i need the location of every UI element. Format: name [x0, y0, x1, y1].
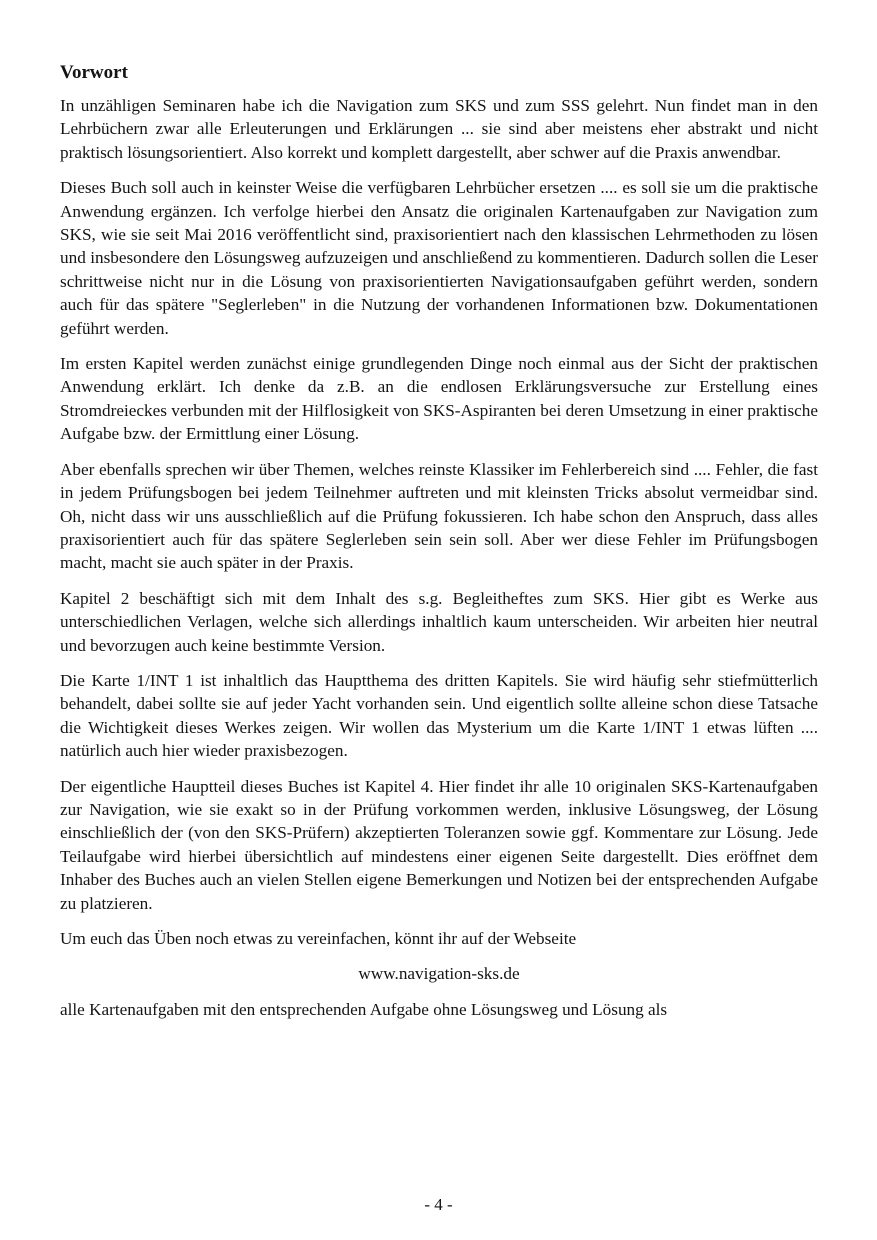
paragraph-common-errors: Aber ebenfalls sprechen wir über Themen, welches reinste Klassiker im Fehlerbereich sind .... Fehler, die fast in jedem Prüfungsbogen bei jedem Teilnehmer auftreten und mit kleinsten Tricks absolut vermeidbar sind. Oh, nicht dass wir uns ausschließlich auf die Prüfung fokussieren. Ich habe schon den Anspruch, dass alles praxisorientiert auch für das spätere Seglerleben sein sein soll. Aber wer diese Fehler im Prüfungsbogen macht, macht sie auch später in der Praxis.	[60, 459, 818, 573]
paragraph-chapter-2: Kapitel 2 beschäftigt sich mit dem Inhalt des s.g. Begleitheftes zum SKS. Hier gibt es Werke aus unterschiedlichen Verlagen, welche sich allerdings inhaltlich kaum unterscheiden. Wir arbeiten hier neutral und bevorzugen auch keine bestimmte Version.	[60, 588, 818, 655]
website-url: www.navigation-sks.de	[358, 964, 520, 984]
paragraph-intro: In unzähligen Seminaren habe ich die Navigation zum SKS und zum SSS gelehrt. Nun findet man in den Lehrbüchern zwar alle Erleuterungen und Erklärungen ... sie sind aber meistens eher abstrakt und nicht praktisch lösungsorientiert. Also korrekt und komplett dargestellt, aber schwer auf die Praxis anwendbar.	[60, 96, 818, 162]
paragraph-purpose: Dieses Buch soll auch in keinster Weise die verfügbaren Lehrbücher ersetzen .... es soll sie um die praktische Anwendung ergänzen. Ich verfolge hierbei den Ansatz die originalen Kartenaufgaben zur Navigation zum SKS, wie sie seit Mai 2016 veröffentlicht sind, praxisorientiert nach den klassischen Lehrmethoden zu lösen und insbesondere den Lösungsweg aufzuzeigen und anschließend zu kommentieren. Dadurch sollen die Leser schrittweise nicht nur in die Lösung von praxisorientierten Navigationsaufgaben geführt werden, sondern auch für das spätere "Seglerleben" in die Nutzung der vorhandenen Informationen bzw. Dokumentationen geführt werden.	[60, 178, 818, 338]
paragraph-chapter-1: Im ersten Kapitel werden zunächst einige grundlegenden Dinge noch einmal aus der Sicht der praktischen Anwendung erklärt. Ich denke da z.B. an die endlosen Erklärungsversuche zur Erstellung eines Stromdreieckes verbunden mit der Hilflosigkeit von SKS-Aspiranten bei deren Umsetzung in einer praktische Aufgabe bzw. der Ermittlung einer Lösung.	[60, 354, 818, 444]
section-heading: Vorwort	[60, 62, 128, 83]
page-number: - 4 -	[424, 1195, 453, 1214]
page-content	[60, 60, 818, 1033]
paragraph-closing: alle Kartenaufgaben mit den entsprechenden Aufgabe ohne Lösungsweg und Lösung als	[60, 999, 668, 1019]
paragraph-chapter-3: Die Karte 1/INT 1 ist inhaltlich das Hauptthema des dritten Kapitels. Sie wird häufig sehr stiefmütterlich behandelt, dabei sollte sie auf jeder Yacht vorhanden sein. Und eigentlich sollte alleine schon diese Tatsache die Wichtigkeit dieses Werkes zeigen. Wir wollen das Mysterium um die Karte 1/INT 1 etwas lüften .... natürlich auch hier wieder praxisbezogen.	[60, 670, 818, 761]
paragraph-chapter-4: Der eigentliche Hauptteil dieses Buches ist Kapitel 4. Hier findet ihr alle 10 originalen SKS-Kartenaufgaben zur Navigation, wie sie exakt so in der Prüfung vorkommen werden, inklusive Lösungsweg, der Lösung einschließlich der (von den SKS-Prüfern) akzeptierten Toleranzen sowie ggf. Kommentare zur Lösung. Jede Teilaufgabe wird hierbei übersichtlich auf mindestens einer eigenen Seite dargestellt. Dies eröffnet dem Inhaber des Buches auch an vielen Stellen eigene Bemerkungen und Notizen bei der entsprechenden Aufgabe zu platzieren.	[60, 776, 818, 913]
paragraph-website-intro: Um euch das Üben noch etwas zu vereinfachen, könnt ihr auf der Webseite	[60, 929, 577, 948]
